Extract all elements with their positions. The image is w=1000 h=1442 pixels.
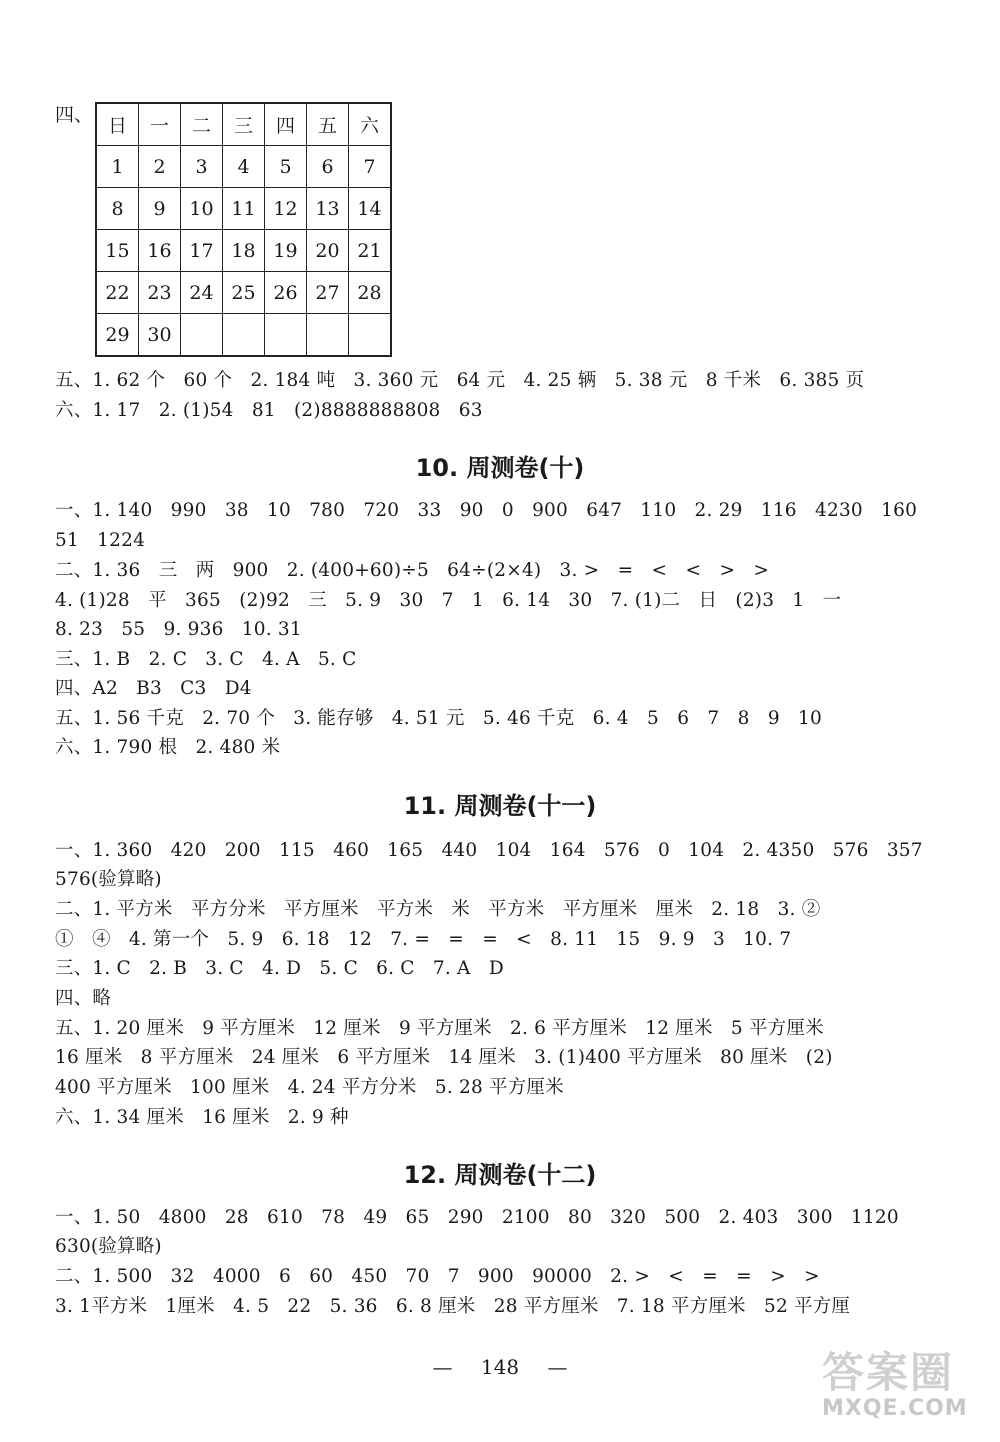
section-heading-11: 11. 周测卷(十一) — [403, 792, 597, 820]
calendar-day-cell: 11 — [223, 188, 265, 230]
calendar-weekday: 六 — [349, 103, 392, 146]
calendar-week-row — [96, 188, 391, 230]
answer-line: 630(验算略) — [55, 1236, 162, 1257]
page-number: 148 — [480, 1355, 520, 1379]
calendar-day-cell: 5 — [265, 146, 307, 188]
answer-line: 一、1. 360 420 200 115 460 165 440 104 164 576 0 104 2. 4350 576 357 — [55, 840, 923, 861]
answer-line: 五、1. 56 千克 2. 70 个 3. 能存够 4. 51 元 5. 46 千克 6. 4 5 6 7 8 9 10 — [55, 708, 822, 729]
section-label-4: 四、 — [55, 104, 94, 126]
calendar-day-cell — [307, 314, 349, 357]
calendar-day-cell: 19 — [265, 230, 307, 272]
calendar-day-cell — [349, 314, 392, 357]
answer-line: 三、1. C 2. B 3. C 4. D 5. C 6. C 7. A D — [55, 958, 504, 979]
calendar-day-cell: 18 — [223, 230, 265, 272]
answer-line: 576(验算略) — [55, 869, 162, 890]
calendar-day-cell: 24 — [181, 272, 223, 314]
calendar-day-cell: 3 — [181, 146, 223, 188]
answer-line: ① ④ 4. 第一个 5. 9 6. 18 12 7. = = = < 8. 11 15 9. 9 3 10. 7 — [55, 929, 792, 950]
calendar-day-cell: 1 — [96, 146, 139, 188]
section-heading-10: 10. 周测卷(十) — [415, 454, 585, 482]
calendar-day-cell: 27 — [307, 272, 349, 314]
answer-line: 四、A2 B3 C3 D4 — [55, 678, 252, 699]
calendar-day-cell: 29 — [96, 314, 139, 357]
calendar-day-cell: 2 — [139, 146, 181, 188]
calendar-table — [95, 102, 392, 357]
calendar-weekday: 日 — [96, 103, 139, 146]
calendar-weekday: 一 — [139, 103, 181, 146]
answer-line: 六、1. 17 2. (1)54 81 (2)8888888808 63 — [55, 400, 483, 421]
calendar-day-cell: 14 — [349, 188, 392, 230]
calendar-weekday: 三 — [223, 103, 265, 146]
answer-line: 3. 1平方米 1厘米 4. 5 22 5. 36 6. 8 厘米 28 平方厘米 7. 18 平方厘米 52 平方厘 — [55, 1296, 851, 1317]
calendar-weekday: 四 — [265, 103, 307, 146]
answer-line: 二、1. 36 三 两 900 2. (400+60)÷5 64÷(2×4) 3. > = < < > > — [55, 560, 770, 581]
calendar-weekday: 二 — [181, 103, 223, 146]
calendar-day-cell: 4 — [223, 146, 265, 188]
calendar-day-cell: 25 — [223, 272, 265, 314]
watermark-title: 答案圈 — [822, 1348, 955, 1397]
answer-line: 二、1. 平方米 平方分米 平方厘米 平方米 米 平方米 平方厘米 厘米 2. 18 3. ② — [55, 899, 821, 920]
calendar-week-row — [96, 146, 391, 188]
watermark-url: MXQE.COM — [822, 1396, 968, 1421]
answer-line: 一、1. 140 990 38 10 780 720 33 90 0 900 647 110 2. 29 116 4230 160 — [55, 500, 918, 521]
calendar-day-cell: 9 — [139, 188, 181, 230]
answer-line: 三、1. B 2. C 3. C 4. A 5. C — [55, 649, 357, 670]
answer-line: 16 厘米 8 平方厘米 24 厘米 6 平方厘米 14 厘米 3. (1)400 平方厘米 80 厘米 (2) — [55, 1047, 833, 1068]
calendar-day-cell: 7 — [349, 146, 392, 188]
calendar-day-cell: 10 — [181, 188, 223, 230]
calendar-week-row — [96, 230, 391, 272]
calendar-week-row — [96, 314, 391, 357]
calendar-day-cell: 17 — [181, 230, 223, 272]
answer-line: 五、1. 62 个 60 个 2. 184 吨 3. 360 元 64 元 4. 25 辆 5. 38 元 8 千米 6. 385 页 — [55, 370, 865, 391]
calendar-day-cell: 6 — [307, 146, 349, 188]
answer-line: 二、1. 500 32 4000 6 60 450 70 7 900 90000 2. > < = = > > — [55, 1266, 820, 1287]
answer-line: 六、1. 34 厘米 16 厘米 2. 9 种 — [55, 1107, 349, 1128]
answer-line: 51 1224 — [55, 530, 146, 551]
calendar-day-cell: 28 — [349, 272, 392, 314]
answer-line: 六、1. 790 根 2. 480 米 — [55, 737, 281, 758]
calendar-day-cell: 8 — [96, 188, 139, 230]
calendar-day-cell: 20 — [307, 230, 349, 272]
answer-line: 四、略 — [55, 988, 112, 1009]
calendar-day-cell — [181, 314, 223, 357]
calendar-day-cell: 26 — [265, 272, 307, 314]
answer-line: 五、1. 20 厘米 9 平方厘米 12 厘米 9 平方厘米 2. 6 平方厘米 12 厘米 5 平方厘米 — [55, 1018, 824, 1039]
watermark-logo — [822, 1340, 992, 1430]
calendar-day-cell: 30 — [139, 314, 181, 357]
footer-dash-right: — — [547, 1355, 568, 1379]
calendar-week-row — [96, 272, 391, 314]
calendar-day-cell — [265, 314, 307, 357]
calendar-day-cell: 16 — [139, 230, 181, 272]
calendar-day-cell: 21 — [349, 230, 392, 272]
calendar-day-cell: 13 — [307, 188, 349, 230]
footer-dash-left: — — [432, 1355, 453, 1379]
calendar-day-cell: 12 — [265, 188, 307, 230]
answer-line: 一、1. 50 4800 28 610 78 49 65 290 2100 80 320 500 2. 403 300 1120 — [55, 1207, 899, 1228]
calendar-weekday: 五 — [307, 103, 349, 146]
calendar-header-row — [96, 103, 391, 146]
calendar-day-cell: 22 — [96, 272, 139, 314]
answer-line: 400 平方厘米 100 厘米 4. 24 平方分米 5. 28 平方厘米 — [55, 1077, 564, 1098]
calendar-day-cell: 15 — [96, 230, 139, 272]
calendar-day-cell — [223, 314, 265, 357]
answer-line: 8. 23 55 9. 936 10. 31 — [55, 619, 302, 640]
answer-line: 4. (1)28 平 365 (2)92 三 5. 9 30 7 1 6. 14 30 7. (1)二 日 (2)3 1 一 — [55, 590, 842, 611]
section-heading-12: 12. 周测卷(十二) — [403, 1161, 597, 1189]
calendar-day-cell: 23 — [139, 272, 181, 314]
